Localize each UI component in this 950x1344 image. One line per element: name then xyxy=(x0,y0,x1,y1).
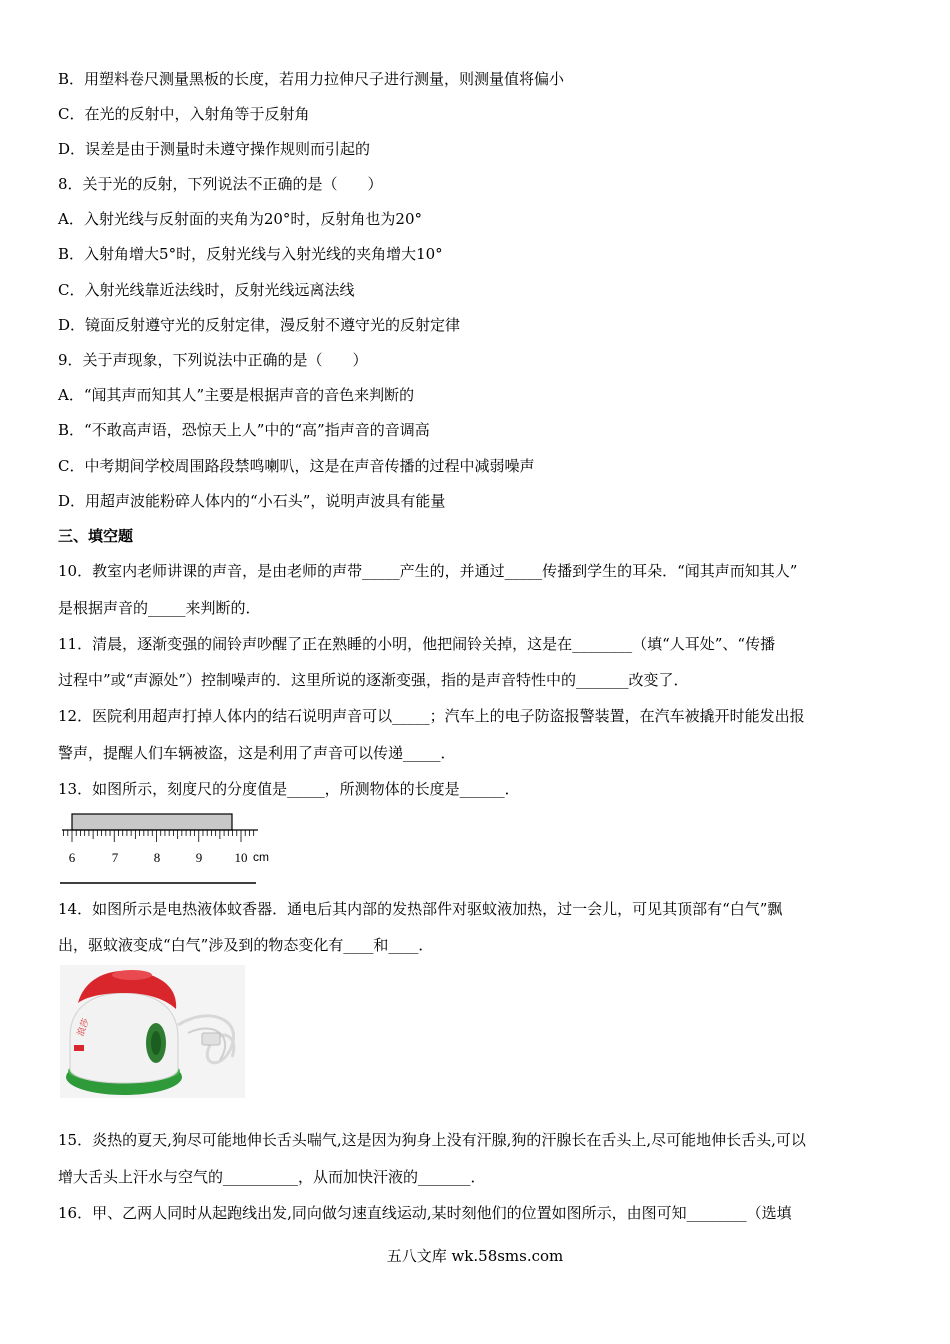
question-13-line: 13．如图所示，刻度尺的分度值是_____，所测物体的长度是______． xyxy=(58,780,520,798)
ruler-label-9: 9 xyxy=(195,850,203,865)
question-12-line-1: 12．医院利用超声打掉人体内的结石说明声音可以_____；汽车上的电子防盗报警装置，在汽车被撬开时能发出报 xyxy=(58,707,805,725)
ruler-label-8: 8 xyxy=(153,850,161,865)
mosquito-repellent-heater-figure xyxy=(60,965,245,1098)
ruler-ticks xyxy=(64,830,254,842)
line-q7-c: C．在光的反射中，入射角等于反射角 xyxy=(58,105,310,123)
ruler-unit: cm xyxy=(253,850,269,864)
line-q7-d: D．误差是由于测量时未遵守操作规则而引起的 xyxy=(58,140,371,158)
question-15-line-2: 增大舌头上汗水与空气的__________，从而加快汗液的_______． xyxy=(58,1168,486,1186)
question-8-stem: 8．关于光的反射，下列说法不正确的是（ ） xyxy=(58,175,383,193)
line-q9-d: D．用超声波能粉碎人体内的“小石头”，说明声波具有能量 xyxy=(58,492,446,510)
line-q8-c: C．入射光线靠近法线时，反射光线远离法线 xyxy=(58,281,355,299)
question-15-line-1: 15．炎热的夏天,狗尽可能地伸长舌头喘气,这是因为狗身上没有汗腺,狗的汗腺长在舌头上,尽可能地伸长舌头,可以 xyxy=(58,1131,806,1149)
question-14-line-2: 出，驱蚊液变成“白气”涉及到的物态变化有____和____． xyxy=(58,936,434,954)
line-q9-a: A．“闻其声而知其人”主要是根据声音的音色来判断的 xyxy=(58,386,415,404)
device-logo: 浪莎 xyxy=(76,1017,92,1038)
question-10-line-2: 是根据声音的_____来判断的． xyxy=(58,599,261,617)
question-16-line-1: 16．甲、乙两人同时从起跑线出发,同向做匀速直线运动,某时刻他们的位置如图所示，由图可知________（选填 xyxy=(58,1204,792,1222)
line-q8-d: D．镜面反射遵守光的反射定律，漫反射不遵守光的反射定律 xyxy=(58,316,461,334)
question-11-line-2: 过程中”或“声源处”）控制噪声的．这里所说的逐渐变强，指的是声音特性中的_______改变了． xyxy=(58,671,689,689)
line-q9-c: C．中考期间学校周围路段禁鸣喇叭，这是在声音传播的过程中减弱噪声 xyxy=(58,457,535,475)
ruler-label-6: 6 xyxy=(68,850,76,865)
question-14-line-1: 14．如图所示是电热液体蚊香器．通电后其内部的发热部件对驱蚊液加热，过一会儿，可见其顶部有“白气”飘 xyxy=(58,900,783,918)
ruler-label-7: 7 xyxy=(111,850,119,865)
question-9-stem: 9．关于声现象，下列说法中正确的是（ ） xyxy=(58,351,368,369)
line-q8-a: A．入射光线与反射面的夹角为20°时，反射角也为20° xyxy=(58,210,423,228)
line-q9-b: B．“不敢高声语，恐惊天上人”中的“高”指声音的音调高 xyxy=(58,421,430,439)
section-title: 三、填空题 xyxy=(58,527,134,545)
ruler-figure xyxy=(58,810,278,890)
line-q7-b: B．用塑料卷尺测量黑板的长度，若用力拉伸尺子进行测量，则测量值将偏小 xyxy=(58,70,565,88)
question-12-line-2: 警声，提醒人们车辆被盗，这是利用了声音可以传递_____． xyxy=(58,744,456,762)
plug xyxy=(202,1033,220,1045)
question-11-line-1: 11．清晨，逐渐变强的闹铃声吵醒了正在熟睡的小明，他把闹铃关掉，这是在________（填“人耳处”、“传播 xyxy=(58,635,776,653)
question-10-line-1: 10．教室内老师讲课的声音，是由老师的声带_____产生的，并通过_____传播到学生的耳朵．“闻其声而知其人” xyxy=(58,562,798,580)
footer-watermark: 五八文库 wk.58sms.com xyxy=(386,1247,564,1265)
line-q8-b: B．入射角增大5°时，反射光线与入射光线的夹角增大10° xyxy=(58,245,443,263)
measured-object xyxy=(72,814,232,830)
ruler-label-10: 10 xyxy=(234,850,248,865)
